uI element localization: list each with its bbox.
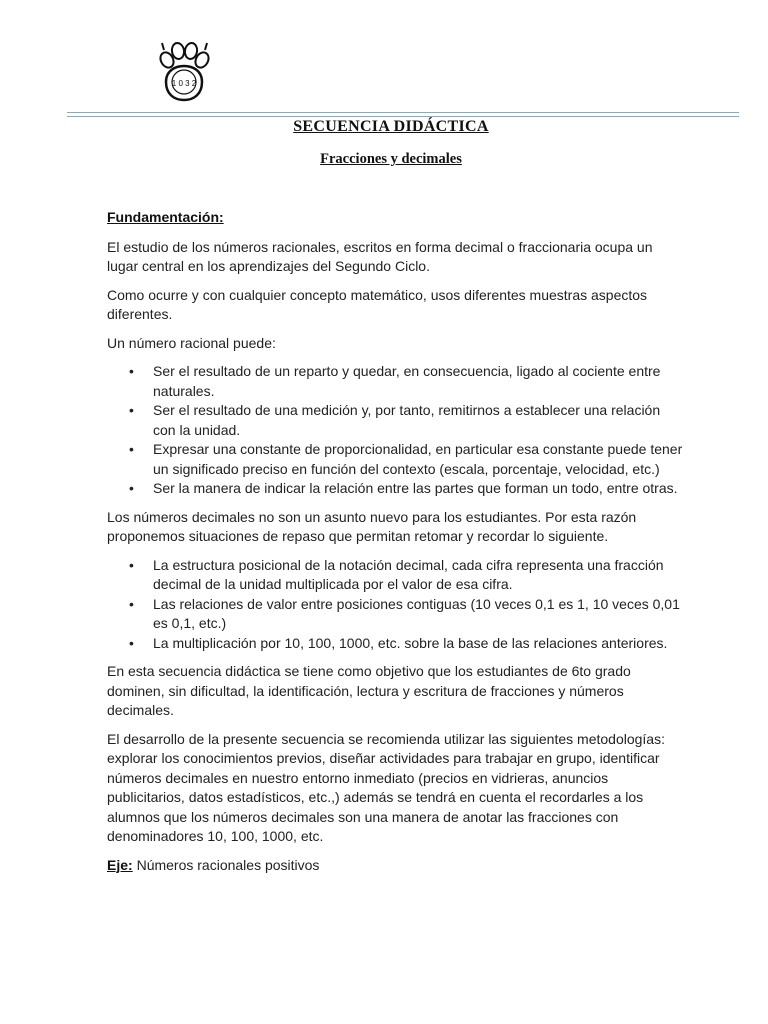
logo-text: 1 0 3 2 — [171, 79, 197, 88]
eje-value: Números racionales positivos — [132, 856, 320, 873]
paragraph-1: El estudio de los números racionales, escritos en forma decimal o fraccionaria ocupa un lugar central en los aprendizajes del Segundo Ciclo. — [107, 238, 653, 274]
bullet-icon: • — [129, 402, 134, 418]
paw-emblem-icon — [158, 42, 210, 102]
eje-line — [107, 856, 683, 876]
list-item: • La estructura posicional de la notación decimal, cada cifra representa una fracción decimal de la unidad multiplicada por el valor de esa cifra. — [129, 556, 664, 592]
document-title: SECUENCIA DIDÁCTICA — [293, 118, 489, 135]
document-body — [107, 208, 683, 884]
bullet-icon: • — [129, 595, 134, 612]
list-item: • Expresar una constante de proporcionalidad, en particular esa constante puede tener un significado preciso en función del contexto (escala, porcentaje, velocidad, etc.) — [129, 441, 683, 477]
list-rational-meanings — [107, 362, 683, 499]
eje-label: Eje: — [107, 856, 133, 873]
bullet-icon: • — [129, 441, 134, 457]
document-subtitle: Fracciones y decimales — [320, 151, 462, 167]
bullet-icon: • — [129, 480, 134, 496]
paragraph-6: El desarrollo de la presente secuencia se recomienda utilizar las siguientes metodologías: explorar los conocimientos previos, diseñar actividades para trabajar en grupo, identificar números decimales en nuestro entorno inmediato (precios en vidrieras, anuncios publicitarios, datos estadísticos, etc.,) además se tendrá en cuenta el recordarles a los alumnos que los números decimales son una manera de anotar las fracciones con denominadores 10, 100, 1000, etc. — [107, 730, 665, 844]
paragraph-3: Un número racional puede: — [107, 334, 276, 351]
list-item: • La multiplicación por 10, 100, 1000, etc. sobre la base de las relaciones anteriores. — [107, 634, 683, 654]
list-item: • Ser la manera de indicar la relación entre las partes que forman un todo, entre otras. — [107, 479, 683, 499]
paragraph-2: Como ocurre y con cualquier concepto matemático, usos diferentes muestras aspectos diferentes. — [107, 286, 648, 322]
bullet-icon: • — [129, 556, 134, 573]
paragraph-4: Los números decimales no son un asunto nuevo para los estudiantes. Por esta razón proponemos situaciones de repaso que permitan retomar y recordar lo siguiente. — [107, 508, 637, 544]
list-decimal-review — [107, 556, 683, 654]
list-item: • Las relaciones de valor entre posiciones contiguas (10 veces 0,1 es 1, 10 veces 0,01 es 0,1, etc.) — [129, 595, 680, 631]
list-item: • Ser el resultado de un reparto y quedar, en consecuencia, ligado al cociente entre naturales. — [129, 363, 661, 399]
list-item: • Ser el resultado de una medición y, por tanto, remitirnos a establecer una relación con la unidad. — [129, 402, 661, 438]
bullet-icon: • — [129, 363, 134, 379]
paragraph-5: En esta secuencia didáctica se tiene como objetivo que los estudiantes de 6to grado dominen, sin dificultad, la identificación, lectura y escritura de fracciones y números decimales. — [107, 663, 631, 718]
header-divider-bottom — [67, 116, 739, 117]
header-divider-top — [67, 112, 739, 113]
bullet-icon: • — [129, 634, 134, 651]
section-heading: Fundamentación: — [107, 209, 224, 225]
